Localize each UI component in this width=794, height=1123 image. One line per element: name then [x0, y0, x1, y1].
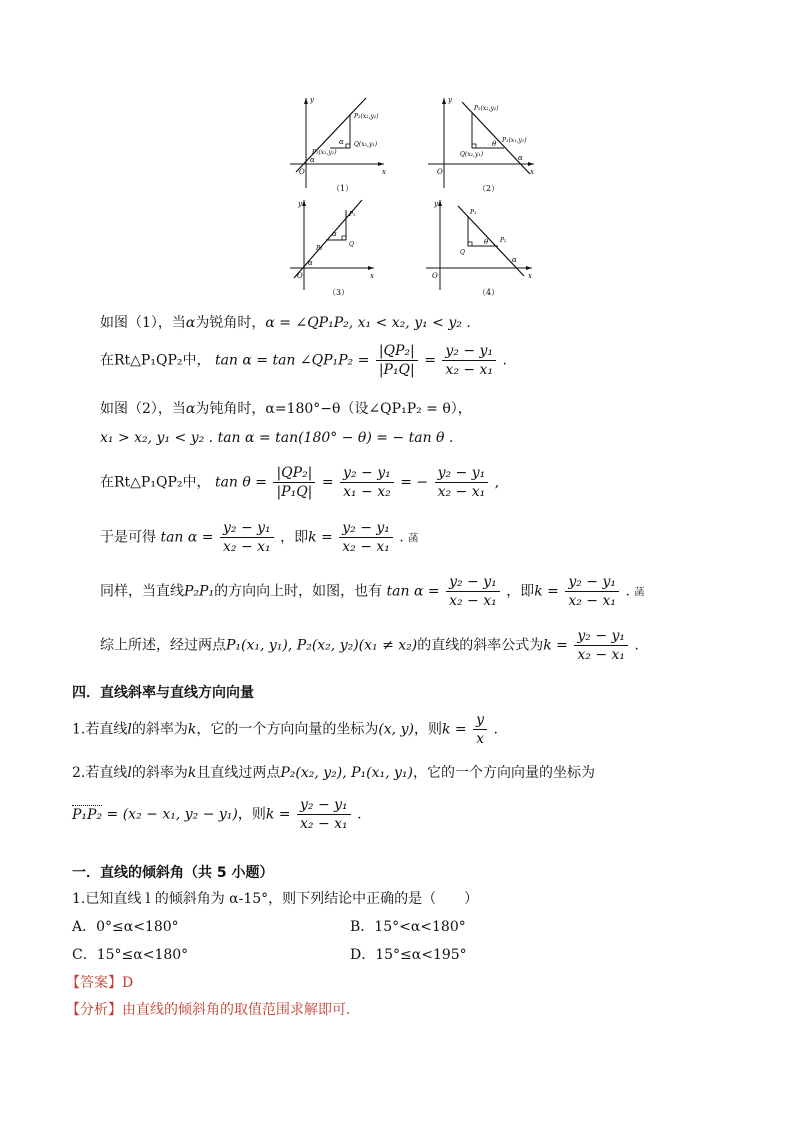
line8-mid: 的直线的斜率公式为 [417, 637, 544, 654]
vector-p1p2: P₁P₂ [72, 806, 103, 823]
line1-alpha: α [185, 315, 196, 331]
figure-3 [286, 194, 398, 298]
text-line-8 [100, 628, 639, 663]
line7-line: P₂P₁ [184, 583, 215, 600]
line2-frac1: $\frac{\text{|QP₂|}}{\text{|P₁Q|}}$ [376, 343, 418, 378]
exercise-heading: 一．直线的倾斜角（共 5 小题） [72, 865, 274, 881]
fig3-p2-label: P₂ [316, 245, 323, 252]
line2-eq: = [424, 352, 436, 369]
line5-frac2: $\frac{\text{y₂ − y₁}}{\text{x₁ − x₂}}$ [340, 465, 394, 500]
fig4-origin-label: O [432, 272, 438, 280]
line5-eq2: = − [400, 474, 429, 491]
fig2-theta-label: θ [492, 140, 497, 148]
answer-label: 【答案】 [66, 975, 122, 991]
answer-line [66, 972, 133, 992]
line3-prefix: 如图（2），当 [100, 401, 186, 417]
option-c: C．15°≤α<180° [72, 947, 189, 963]
analysis-text: 由直线的倾斜角的取值范围求解即可. [122, 1002, 351, 1018]
option-b: B．15°<α<180° [350, 919, 466, 935]
fig4-theta-label: θ [484, 238, 489, 246]
line5-math: tan θ = [214, 474, 267, 491]
line2-end: . [502, 352, 507, 369]
line2-math: tan α = tan ∠QP₁P₂ = [214, 352, 370, 369]
fig1-alpha2-label: α [310, 156, 315, 164]
fig3-p1-label: P₁ [349, 211, 356, 218]
fig1-x-label: x [382, 168, 386, 176]
fig4-p1-label: P₁ [470, 209, 477, 216]
fig3-y-label: y [298, 200, 302, 208]
fig1-alpha-label: α [339, 138, 344, 146]
line5-eq1: = [321, 474, 334, 491]
line6-frac1: $\frac{\text{y₂ − y₁}}{\text{x₂ − x₁}}$ [220, 520, 274, 555]
option-d: D．15°≤α<195° [350, 947, 467, 963]
fig2-y-label: y [448, 96, 452, 104]
fig1-q-label: Q(x₂,y₁) [354, 141, 378, 148]
fig3-origin-label: O [297, 272, 303, 280]
fig1-p1-label: P₁(x₁,y₁) [312, 149, 337, 156]
answer-value: D [122, 975, 134, 991]
fig2-p2-label: P₂(x₂,y₂) [474, 105, 499, 112]
section4-item2-line2: P₁P₂ = (x₂ − x₁, y₂ − y₁)，则k = $\frac{\text{y₂ − y₁}}{\text{x₂ − x₁}}$ . [72, 797, 362, 832]
text-line-3 [100, 398, 472, 418]
fig3-alpha2-label: α [308, 259, 313, 267]
figure-1 [286, 92, 398, 196]
analysis-label: 【分析】 [66, 1002, 122, 1018]
line7-prefix: 同样，当直线 [100, 583, 184, 600]
fig1-origin-label: O [299, 168, 305, 176]
question-1: 1.已知直线 l 的倾斜角为 α-15°，则下列结论中正确的是（ ） [72, 891, 479, 907]
fig4-alpha-label: α [512, 256, 517, 264]
analysis-line [66, 999, 350, 1019]
line1-prefix: 如图（1），当 [100, 315, 186, 331]
text-line-6 [100, 520, 418, 555]
line5-frac1: $\frac{\text{|QP₂|}}{\text{|P₁Q|}}$ [273, 465, 315, 500]
line3-alpha: α [185, 401, 196, 417]
line8-end: . [634, 637, 639, 654]
fig3-alpha-label: α [332, 230, 337, 238]
line7-frac2: $\frac{\text{y₂ − y₁}}{\text{x₂ − x₁}}$ [565, 574, 619, 609]
line6-mark: 菡 [408, 533, 419, 545]
line7-end: . [625, 583, 630, 600]
fig3-x-label: x [370, 272, 374, 280]
section4-heading: 四．直线斜率与直线方向向量 [72, 685, 254, 701]
line5-prefix: 在Rt△P₁QP₂中， [100, 474, 211, 491]
fig1-p2-label: P₂(x₂,y₂) [354, 113, 379, 120]
fig1-y-label: y [310, 96, 314, 104]
line3-rest: 为钝角时，α=180°−θ（设∠QP₁P₂ = θ）， [195, 401, 472, 417]
figure-2 [426, 92, 538, 196]
line8-points: P₁(x₁, y₁), P₂(x₂, y₂)(x₁ ≠ x₂) [226, 637, 418, 654]
text-line-2 [100, 343, 507, 378]
figure-4 [424, 194, 536, 298]
line6-prefix: 于是可得 [100, 529, 156, 546]
line5-frac3: $\frac{\text{y₂ − y₁}}{\text{x₂ − x₁}}$ [435, 465, 489, 500]
line5-end: , [494, 474, 500, 491]
fig3-q-label: Q [349, 241, 354, 248]
text-line-4 [100, 430, 453, 446]
fig4-caption: （4） [478, 288, 500, 297]
line7-tan: tan α = [386, 583, 440, 600]
line6-k: k = [308, 529, 333, 546]
section4-item1: 1.若直线l的斜率为k，它的一个方向向量的坐标为(x, y)，则k = $\frac{y}{x}$ . [72, 712, 498, 747]
line8-prefix: 综上所述，经过两点 [100, 637, 226, 654]
line4-math: x₁ > x₂, y₁ < y₂ . tan α = tan(180° − θ) = − tan θ . [100, 430, 454, 446]
line7-frac1: $\frac{\text{y₂ − y₁}}{\text{x₂ − x₁}}$ [446, 574, 500, 609]
line7-mid2: ，即 [506, 583, 535, 600]
line6-frac2: $\frac{\text{y₂ − y₁}}{\text{x₂ − x₁}}$ [339, 520, 393, 555]
line7-mid: 的方向向上时，如图，也有 [214, 583, 383, 600]
text-line-7 [100, 574, 644, 609]
fig2-x-label: x [530, 168, 534, 176]
line7-mark: 菡 [634, 587, 645, 599]
fig4-p2-label: P₂ [500, 237, 507, 244]
fig4-q-label: Q [460, 249, 465, 256]
section4-item2-line1: 2.若直线l的斜率为k且直线过两点P₂(x₂, y₂), P₁(x₁, y₁)，它的一个方向向量的坐标为 [72, 765, 595, 781]
text-line-5 [100, 465, 499, 500]
line8-k: k = [543, 637, 568, 654]
item2-frac: $\frac{\text{y₂ − y₁}}{\text{x₂ − x₁}}$ [297, 797, 351, 832]
fig2-alpha-label: α [518, 154, 523, 162]
line8-frac: $\frac{\text{y₂ − y₁}}{\text{x₂ − x₁}}$ [574, 628, 628, 663]
fig1-caption: （1） [332, 184, 354, 193]
line1-mid: 为锐角时， [195, 315, 266, 331]
fig4-x-label: x [528, 272, 532, 280]
fig2-caption: （2） [478, 184, 500, 193]
fig2-p1-label: P₁(x₁,y₁) [502, 137, 527, 144]
fig4-y-label: y [434, 200, 438, 208]
fig3-caption: （3） [328, 288, 350, 297]
option-a: A．0°≤α<180° [72, 919, 179, 935]
item1-frac: $\frac{y}{x}$ [473, 712, 487, 747]
line2-frac2: $\frac{\text{y₂ − y₁}}{\text{x₂ − x₁}}$ [442, 343, 496, 378]
line6-tan: tan α = [160, 529, 214, 546]
line2-prefix: 在Rt△P₁QP₂中， [100, 352, 211, 369]
line6-mid: ，即 [280, 529, 309, 546]
fig2-q-label: Q(x₂,y₁) [460, 151, 484, 158]
fig2-origin-label: O [437, 168, 443, 176]
line1-math: α = ∠QP₁P₂, x₁ < x₂, y₁ < y₂ . [265, 315, 471, 331]
line6-end: . [399, 529, 404, 546]
line7-k: k = [534, 583, 559, 600]
text-line-1 [100, 312, 471, 332]
